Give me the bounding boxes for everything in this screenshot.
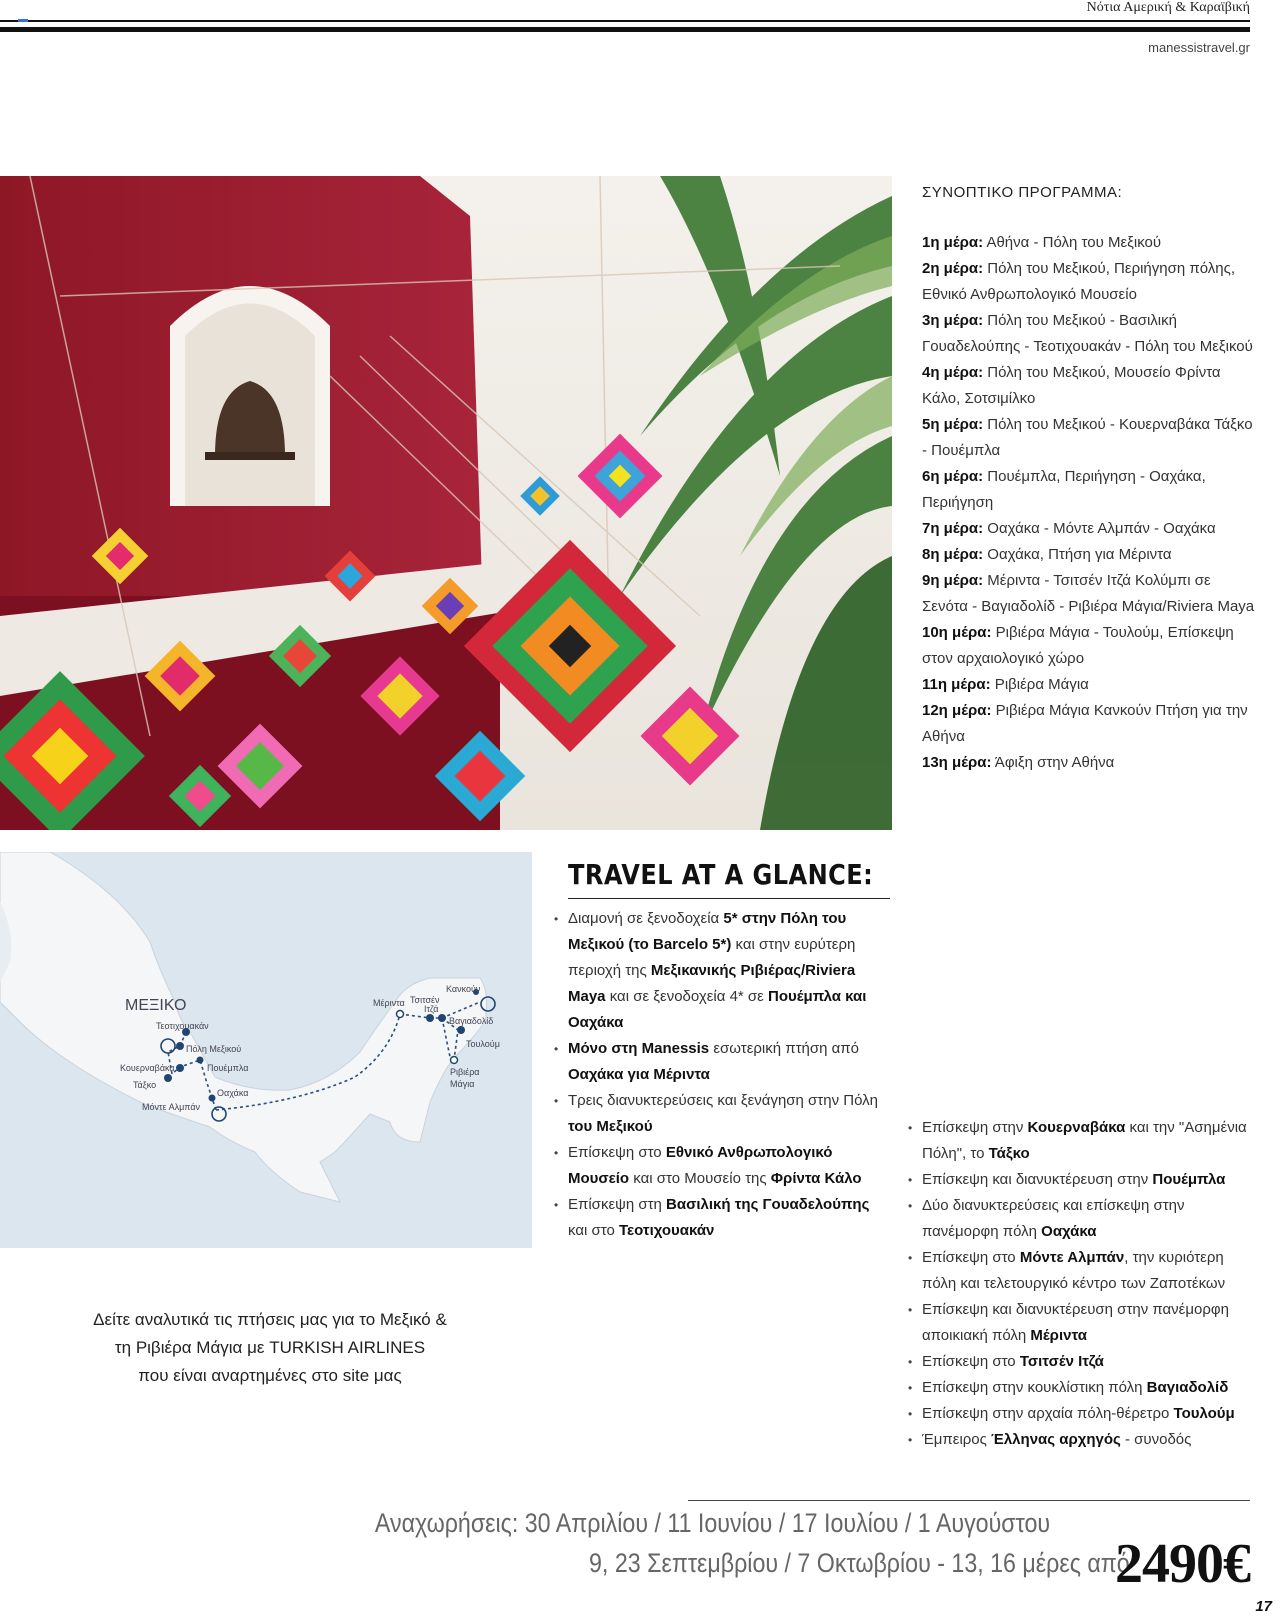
program-day-label: 9η μέρα: (922, 572, 984, 589)
program-day (922, 230, 1257, 256)
program-day (922, 672, 1257, 698)
price: 2490€ (1115, 1533, 1250, 1595)
bullet-text: , την κυριότερη πόλη και τελετουργικό κέντρο των Ζαποτέκων (922, 1249, 1226, 1292)
website-link[interactable]: manessistravel.gr (1148, 40, 1250, 55)
bullet-text: Επίσκεψη στην αρχαία πόλη-θέρετρο (922, 1405, 1174, 1422)
program-day-label: 13η μέρα: (922, 754, 992, 771)
departures-rule (688, 1500, 1250, 1501)
program-day (922, 698, 1257, 750)
program-day-text: Ριβιέρα Μάγια Κανκούν Πτήση για την Αθήνα (922, 702, 1248, 745)
program-day-label: 3η μέρα: (922, 312, 984, 329)
header-rule-thin (0, 20, 1250, 22)
program-day-label: 1η μέρα: (922, 234, 984, 251)
program-day (922, 256, 1257, 308)
bullet-text: Τεοτιχουακάν (618, 1222, 715, 1239)
bullet-text: Επίσκεψη στο (922, 1249, 1020, 1266)
program-day-text: Οαχάκα - Μόντε Αλμπάν - Οαχάκα (983, 520, 1216, 537)
route-map-drawing (0, 852, 532, 1248)
map-label-cuernavaca: Κουερναβάκα (120, 1063, 175, 1073)
travel-at-a-glance (568, 858, 890, 1239)
bullet-item (552, 1036, 892, 1088)
bullet-item (906, 1193, 1256, 1245)
hero-photo-illustration (0, 176, 892, 830)
glance-list (552, 906, 892, 1244)
bullet-text: και στην ευρύτερη περιοχή της (568, 936, 856, 979)
program-day-label: 4η μέρα: (922, 364, 984, 381)
map-label-monte-alban: Μόντε Αλμπάν (142, 1102, 201, 1112)
program-day (922, 542, 1257, 568)
hero-photo-mexican-ojos-de-dios (0, 176, 892, 830)
program-day-text: Πόλη του Μεξικού - Βασιλική Γουαδελούπης - Τεοτιχουακάν - Πόλη του Μεξικού (922, 312, 1253, 355)
bullet-text: - συνοδός (1120, 1431, 1192, 1448)
bullet-text: Επίσκεψη στο (568, 1144, 666, 1161)
departures-dates-line-2: 9, 23 Σεπτεμβρίου / 7 Οκτωβρίου - 13, 16 μέρες από (589, 1548, 1130, 1578)
program-day-text: Πόλη του Μεξικού - Κουερναβάκα Τάξκο - Πουέμπλα (922, 416, 1253, 459)
map-label-oaxaca: Οαχάκα (217, 1088, 249, 1098)
bullet-text: Τουλούμ (1173, 1405, 1235, 1422)
bullet-text: Μόνο στη Manessis (568, 1040, 710, 1057)
bullet-item (552, 1140, 892, 1192)
bullet-text: Μέριντα (1030, 1327, 1087, 1344)
bullet-text: Τσιτσέν Ιτζά (1019, 1353, 1104, 1370)
bullet-text: Έμπειρος (922, 1431, 992, 1448)
bullet-text: Φρίντα Κάλο (770, 1170, 862, 1187)
map-label-tulum: Τουλούμ (466, 1039, 500, 1049)
map-label-teotihuacan: Τεοτιχουακάν (156, 1021, 209, 1031)
bullet-item (906, 1297, 1256, 1349)
bullet-text: Εθνικό Ανθρωπολογικό Μουσείο (568, 1144, 833, 1187)
bullet-text: Τρεις διανυκτερεύσεις και ξενάγηση στην Πόλη (568, 1092, 878, 1109)
bullet-text: και στο (568, 1222, 619, 1239)
map-label-chichen-itza-2: Ιτζά (424, 1004, 439, 1014)
bullet-text: Οαχάκα για Μέριντα (568, 1066, 710, 1083)
bullet-text: Οαχάκα (1041, 1223, 1097, 1240)
flights-note-line-2: τη Ριβιέρα Μάγια με TURKISH AIRLINES (114, 1338, 426, 1357)
program-day-list (922, 230, 1257, 776)
map-label-merida: Μέριντα (373, 998, 405, 1008)
bullet-item (906, 1349, 1256, 1375)
bullet-text: Τάξκο (988, 1145, 1030, 1162)
bullet-text: Έλληνας αρχηγός (991, 1431, 1121, 1448)
bullet-item (906, 1115, 1256, 1167)
program-day-text: Άφιξη στην Αθήνα (991, 754, 1115, 771)
map-label-riviera-maya: Ριβιέρα (450, 1067, 480, 1077)
map-label-puebla: Πουέμπλα (207, 1063, 249, 1073)
flights-note-line-1: Δείτε αναλυτικά τις πτήσεις μας για το Μεξικό & (93, 1310, 447, 1329)
program-day-text: Πουέμπλα, Περιήγηση - Οαχάκα, Περιήγηση (922, 468, 1206, 511)
bullet-text: Μεξικανικής Ριβιέρας/Riviera Maya (568, 962, 856, 1005)
map-label-cancun: Κανκούν (446, 984, 481, 994)
program-day-text: Πόλη του Μεξικού, Μουσείο Φρίντα Κάλο, Σοτσιμίλκο (922, 364, 1221, 407)
program-day-text: Ριβιέρα Μάγια (990, 676, 1089, 693)
program-day (922, 568, 1257, 620)
bullet-text: Πουέμπλα (1152, 1171, 1226, 1188)
page-number: 17 (1255, 1598, 1272, 1615)
map-label-valladolid: Βαγιαδολίδ (449, 1016, 494, 1026)
bullet-text: Βαγιαδολίδ (1146, 1379, 1229, 1396)
bullet-text: 5* στην Πόλη του Μεξικού (το Barcelo 5*) (568, 910, 847, 953)
bullet-item (906, 1375, 1256, 1401)
program-day-label: 10η μέρα: (922, 624, 992, 641)
flights-note-line-3: που είναι αναρτημένες στο site μας (138, 1366, 402, 1385)
program-day-label: 6η μέρα: (922, 468, 984, 485)
bullet-text: Επίσκεψη στην (922, 1119, 1028, 1136)
program-day (922, 464, 1257, 516)
glance-title: TRAVEL AT A GLANCE: (568, 858, 874, 891)
flights-note (40, 1306, 500, 1390)
bullet-text: Πουέμπλα και Οαχάκα (568, 988, 867, 1031)
bullet-text: Δύο διανυκτερεύσεις και επίσκεψη στην πανέμορφη πόλη (922, 1197, 1185, 1240)
program-day-label: 11η μέρα: (922, 676, 991, 693)
program-day-text: Οαχάκα, Πτήση για Μέριντα (983, 546, 1172, 563)
program-day-label: 5η μέρα: (922, 416, 984, 433)
program-day (922, 308, 1257, 360)
map-label-riviera-maya-2: Μάγια (450, 1079, 475, 1089)
bullet-item (906, 1245, 1256, 1297)
program-day (922, 412, 1257, 464)
program-day-label: 7η μέρα: (922, 520, 984, 537)
map-label-mexico-city: Πόλη Μεξικού (186, 1044, 242, 1054)
program-day (922, 360, 1257, 412)
bullet-text: Επίσκεψη στην κουκλίστικη πόλη (922, 1379, 1147, 1396)
map-label-taxco: Τάξκο (133, 1080, 157, 1090)
bullet-text: και στο Μουσείο της (629, 1170, 771, 1187)
departures-dates-line-1: Αναχωρήσεις: 30 Απριλίου / 11 Ιουνίου / 17 Ιουλίου / 1 Αυγούστου (374, 1508, 1050, 1538)
program-day-label: 2η μέρα: (922, 260, 984, 277)
program-summary (922, 180, 1257, 776)
bullet-text: Επίσκεψη στο (922, 1353, 1020, 1370)
bullet-text: εσωτερική πτήση από (709, 1040, 860, 1057)
program-day (922, 620, 1257, 672)
program-day (922, 516, 1257, 542)
program-day-text: Πόλη του Μεξικού, Περιήγηση πόλης, Εθνικό Ανθρωπολογικό Μουσείο (922, 260, 1236, 303)
bullet-text: Κουερναβάκα (1027, 1119, 1126, 1136)
program-day-text: Ριβιέρα Μάγια - Τουλούμ, Επίσκεψη στον αρχαιολογικό χώρο (922, 624, 1234, 667)
bullet-item (906, 1401, 1256, 1427)
map-label-chichen-itza: Τσιτσέν (410, 995, 440, 1005)
bullet-text: Διαμονή σε ξενοδοχεία (568, 910, 724, 927)
bullet-text: και την "Ασημένια Πόλη", το (922, 1119, 1247, 1162)
bullet-item (552, 906, 892, 1036)
bullet-text: Επίσκεψη στη (568, 1196, 667, 1213)
highlights-list (906, 1115, 1256, 1453)
bullet-text: Επίσκεψη και διανυκτέρευση στην πανέμορφη αποικιακή πόλη (922, 1301, 1229, 1344)
bullet-text: Μόντε Αλμπάν (1019, 1249, 1125, 1266)
bullet-text: Βασιλική της Γουαδελούπης (666, 1196, 870, 1213)
program-day-label: 8η μέρα: (922, 546, 984, 563)
bullet-item (906, 1427, 1256, 1453)
bullet-text: και σε ξενοδοχεία 4* σε (605, 988, 769, 1005)
bullet-item (552, 1088, 892, 1140)
bullet-item (552, 1192, 892, 1244)
program-day (922, 750, 1257, 776)
bullet-text: του Μεξικού (568, 1118, 653, 1135)
program-day-text: Αθήνα - Πόλη του Μεξικού (983, 234, 1162, 251)
program-day-label: 12η μέρα: (922, 702, 992, 719)
header-accent-mark (18, 19, 28, 22)
route-map (0, 852, 532, 1248)
section-title: Νότια Αμερική & Καραϊβική (1086, 0, 1250, 15)
program-title: ΣΥΝΟΠΤΙΚΟ ΠΡΟΓΡΑΜΜΑ: (922, 184, 1123, 201)
map-country-label: ΜΕΞΙΚΟ (125, 997, 187, 1014)
glance-rule (568, 898, 890, 899)
header-rule-thick (0, 27, 1250, 32)
bullet-text: Επίσκεψη και διανυκτέρευση στην (922, 1171, 1153, 1188)
bullet-item (906, 1167, 1256, 1193)
program-day-text: Μέριντα - Τσιτσέν Ιτζά Κολύμπι σε Σενότα - Βαγιαδολίδ - Ριβιέρα Μάγια/Riviera Maya (922, 572, 1255, 615)
